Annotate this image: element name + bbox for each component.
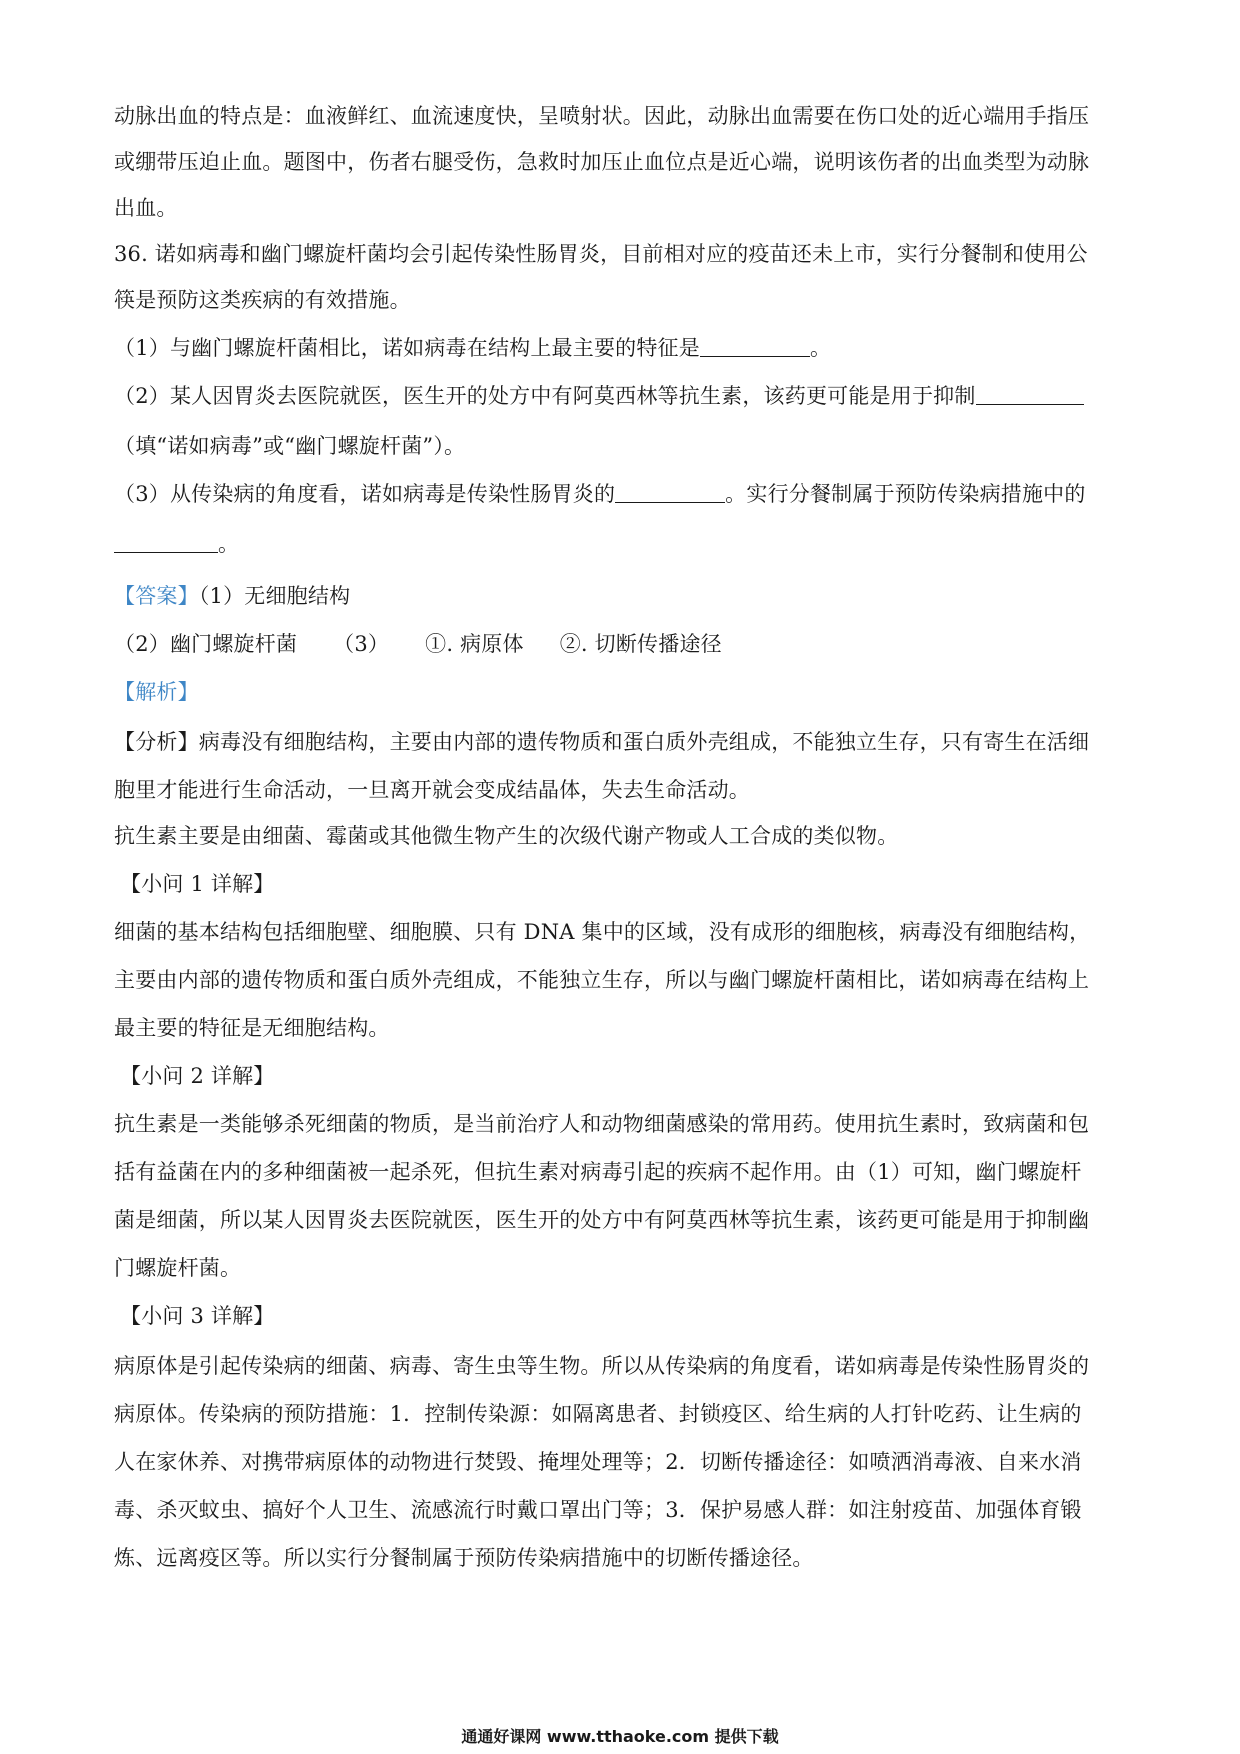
question-stem-line-1: 36. 诺如病毒和幽门螺旋杆菌均会引起传染性肠胃炎，目前相对应的疫苗还未上市，实行分餐制和使用公 [114, 242, 1088, 266]
question-3-text: （3）从传染病的角度看，诺如病毒是传染性肠胃炎的 [114, 482, 616, 506]
subquestion-1-title: 【小问 1 详解】 [120, 872, 275, 896]
question-stem-line-2: 筷是预防这类疾病的有效措施。 [114, 288, 411, 312]
answer-3-part-2: ②. 切断传播途径 [559, 632, 722, 656]
subquestion-3-title: 【小问 3 详解】 [120, 1304, 275, 1328]
page-footer: 通通好课网 www.tthaoke.com 提供下载 [461, 1727, 779, 1746]
answer-3-part-1: ①. 病原体 [425, 632, 524, 656]
question-2-hint: （填“诺如病毒”或“幽门螺旋杆菌”）。 [114, 434, 466, 458]
answer-blank-3 [615, 480, 725, 503]
analysis-line-2: 胞里才能进行生命活动，一旦离开就会变成结晶体，失去生命活动。 [114, 778, 750, 802]
question-3-end: 。 [218, 532, 240, 556]
question-3-mid: 。实行分餐制属于预防传染病措施中的 [725, 482, 1086, 506]
question-1 [114, 333, 1134, 363]
subquestion-2-line-2: 括有益菌在内的多种细菌被一起杀死，但抗生素对病毒引起的疾病不起作用。由（1）可知，幽门螺旋杆 [114, 1160, 1082, 1184]
subquestion-3-line-5: 炼、远离疫区等。所以实行分餐制属于预防传染病措施中的切断传播途径。 [114, 1546, 814, 1570]
answer-blank-1 [700, 334, 810, 357]
answer-2: （2）幽门螺旋杆菌 [114, 632, 298, 656]
subquestion-3-line-3: 人在家休养、对携带病原体的动物进行焚毁、掩埋处理等；2．切断传播途径：如喷洒消毒液、自来水消 [114, 1450, 1082, 1474]
subquestion-3-line-2: 病原体。传染病的预防措施：1．控制传染源：如隔离患者、封锁疫区、给生病的人打针吃药、让生病的 [114, 1402, 1082, 1426]
answer-blank-2 [976, 382, 1084, 405]
question-2-text: （2）某人因胃炎去医院就医，医生开的处方中有阿莫西林等抗生素，该药更可能是用于抑制 [114, 384, 976, 408]
question-2 [114, 381, 1134, 411]
subquestion-2-line-4: 门螺旋杆菌。 [114, 1256, 242, 1280]
question-1-end: 。 [809, 336, 832, 360]
intro-line-1: 动脉出血的特点是：血液鲜红、血流速度快，呈喷射状。因此，动脉出血需要在伤口处的近心端用手指压 [114, 104, 1090, 128]
answer-blank-4 [114, 530, 218, 553]
subquestion-2-line-1: 抗生素是一类能够杀死细菌的物质，是当前治疗人和动物细菌感染的常用药。使用抗生素时，致病菌和包 [114, 1112, 1090, 1136]
answer-line-2 [114, 629, 1134, 659]
analysis-line-3: 抗生素主要是由细菌、霉菌或其他微生物产生的次级代谢产物或人工合成的类似物。 [114, 824, 899, 848]
analysis-line-1: 【分析】病毒没有细胞结构，主要由内部的遗传物质和蛋白质外壳组成，不能独立生存，只有寄生在活细 [114, 730, 1090, 754]
analysis-tag: 【解析】 [114, 680, 199, 704]
question-3-cont [114, 529, 1134, 559]
question-3 [114, 479, 1134, 509]
subquestion-2-title: 【小问 2 详解】 [120, 1064, 275, 1088]
answer-3-number: （3） [333, 632, 390, 656]
subquestion-3-line-1: 病原体是引起传染病的细菌、病毒、寄生虫等生物。所以从传染病的角度看，诺如病毒是传染性肠胃炎的 [114, 1354, 1090, 1378]
subquestion-1-line-3: 最主要的特征是无细胞结构。 [114, 1016, 390, 1040]
answer-tag: 【答案】 [114, 584, 199, 608]
question-1-text: （1）与幽门螺旋杆菌相比，诺如病毒在结构上最主要的特征是 [114, 336, 700, 360]
subquestion-2-line-3: 菌是细菌，所以某人因胃炎去医院就医，医生开的处方中有阿莫西林等抗生素，该药更可能是用于抑制幽 [114, 1208, 1090, 1232]
answer-1: （1）无细胞结构 [198, 584, 351, 608]
answer-line-1 [114, 581, 1134, 611]
subquestion-1-line-1: 细菌的基本结构包括细胞壁、细胞膜、只有 DNA 集中的区域，没有成形的细胞核，病毒没有细胞结构， [114, 920, 1091, 944]
subquestion-3-line-4: 毒、杀灭蚊虫、搞好个人卫生、流感流行时戴口罩出门等；3．保护易感人群：如注射疫苗、加强体育锻 [114, 1498, 1082, 1522]
intro-line-2: 或绷带压迫止血。题图中，伤者右腿受伤，急救时加压止血位点是近心端，说明该伤者的出血类型为动脉 [114, 150, 1090, 174]
subquestion-1-line-2: 主要由内部的遗传物质和蛋白质外壳组成，不能独立生存，所以与幽门螺旋杆菌相比，诺如病毒在结构上 [114, 968, 1090, 992]
intro-line-3: 出血。 [114, 196, 178, 220]
